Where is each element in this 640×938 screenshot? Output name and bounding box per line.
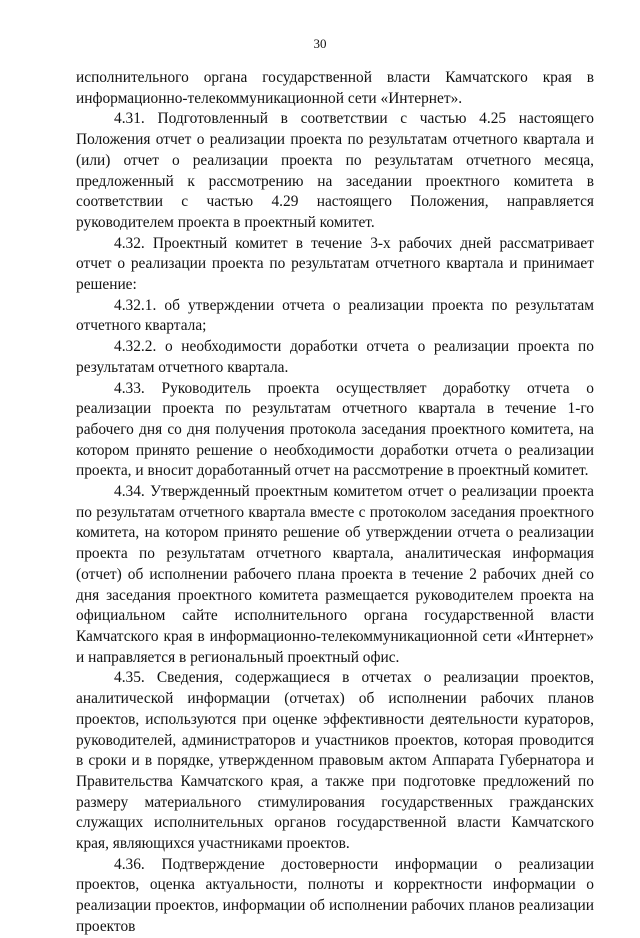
paragraph-continuation: исполнительного органа государственной власти Камчатского края в информационно-телекоммуникационной сети «Интернет».: [76, 69, 594, 107]
paragraph-4-35: 4.35. Сведения, содержащиеся в отчетах о реализации проектов, аналитической информации (отчетах) об исполнении рабочих планов проектов, используются при оценке эффективности деятельности кураторов, руководителей, администраторов и участников проектов, которая проводится в сроки и в порядке, утвержденном правовым актом Аппарата Губернатора и Правительства Камчатского края, а также при подготовке предложений по размеру материального стимулирования государственных гражданских служащих исполнительных органов государственной власти Камчатского края, являющихся участниками проектов.: [76, 669, 594, 853]
paragraph-4-32-1: 4.32.1. об утверждении отчета о реализации проекта по результатам отчетного квартала;: [76, 296, 594, 335]
paragraph-4-32-2: 4.32.2. о необходимости доработки отчета о реализации проекта по результатам отчетного квартала.: [76, 338, 594, 376]
paragraph-4-36: 4.36. Подтверждение достоверности информации о реализации проектов, оценка актуальности, полноты и корректности информации о реализации проектов, информации об исполнении рабочих планов реализации проектов: [76, 855, 594, 935]
paragraph-4-32: 4.32. Проектный комитет в течение 3-х рабочих дней рассматривает отчет о реализации проекта по результатам отчетного квартала и принимает решение:: [76, 234, 594, 294]
paragraph-4-31: 4.31. Подготовленный в соответствии с частью 4.25 настоящего Положения отчет о реализации проекта по результатам отчетного квартала и (или) отчет о реализации проекта по результатам отчетного месяца, предложенный к рассмотрению на заседании проектного комитета в соответствии с частью 4.29 настоящего Положения, направляется руководителем проекта в проектный комитет.: [76, 110, 594, 231]
document-body: [76, 68, 594, 938]
paragraph-4-33: 4.33. Руководитель проекта осуществляет доработку отчета о реализации проекта по результатам отчетного квартала в течение 1-го рабочего дня со дня получения протокола заседания проектного комитета, на котором принято решение о необходимости доработки отчета о реализации проекта, и вносит доработанный отчет на рассмотрение в проектный комитет.: [76, 379, 594, 480]
page-number: 30: [313, 36, 327, 51]
paragraph-4-34: 4.34. Утвержденный проектным комитетом отчет о реализации проекта по результатам отчетного квартала вместе с протоколом заседания проектного комитета, на котором принято решение об утверждении отчета о реализации проекта по результатам отчетного квартала, аналитическая информация (отчет) об исполнении рабочего плана проекта в течение 2 рабочих дней со дня заседания проектного комитета размещается руководителем проекта на официальном сайте исполнительного органа государственной власти Камчатского края в информационно-телекоммуникационной сети «Интернет» и направляется в региональный проектный офис.: [76, 483, 594, 666]
